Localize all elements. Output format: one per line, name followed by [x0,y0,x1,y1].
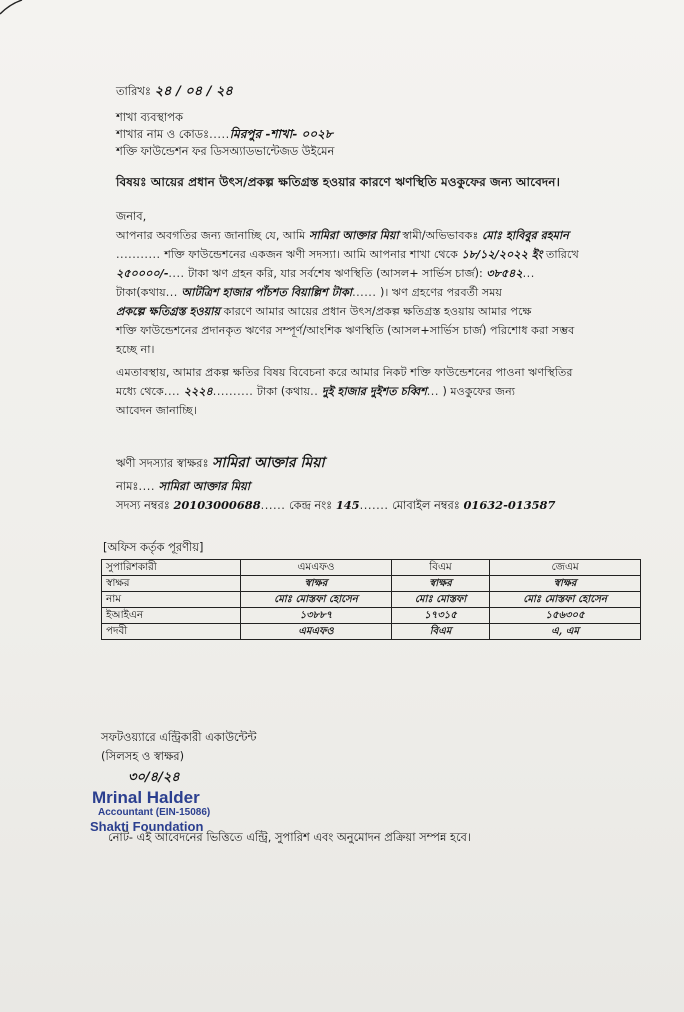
row-label: স্বাক্ষর [102,576,241,592]
table-row [102,608,641,624]
stamp-role: Accountant (EIN-15086) [98,807,211,818]
member-name-line: নামঃ.... সামিরা আক্তার মিয়া [116,479,251,493]
table-cell: ১৩৮৮৭ [241,608,392,624]
row-label: পদবী [102,624,241,640]
member-name-label: নামঃ [116,479,139,493]
para1-text: হচ্ছে না। [116,343,155,356]
table-cell: মোঃ মোস্তফা হোসেন [241,592,392,608]
loan-date-handwritten: ১৮/১২/২০২২ ইং [461,247,543,261]
table-cell: ১৫৬৩০৫ [490,608,641,624]
addressee-line1: শাখা ব্যবস্থাপক [116,110,183,124]
subject-line: বিষয়ঃ আয়ের প্রধান উৎস/প্রকল্প ক্ষতিগ্রস্ত হওয়ার কারণে ঋণস্থিতি মওকুফের জন্য আবেদন। [116,175,560,189]
table-row [102,592,641,608]
stamp-name: Mrinal Halder [92,788,200,807]
row-label: নাম [102,592,241,608]
date-label: তারিখঃ [116,84,151,98]
center-no-label: কেন্দ্র নংঃ [288,498,333,512]
table-header-cell: সুপারিশকারী [102,560,241,576]
office-section-heading: [অফিস কর্তৃক পূরণীয়] [103,540,204,554]
member-signature-label: ঋণী সদস্যার স্বাক্ষরঃ [116,456,209,470]
table-cell: স্বাক্ষর [490,576,641,592]
table-row [102,576,641,592]
para1-text: শক্তি ফাউন্ডেশনের প্রদানকৃত ঋণের সম্পূর্ণ/আংশিক ঋণস্থিতি (আসল+সার্ভিস চার্জ) পরিশোধ করা সম্ভব [116,324,575,337]
loan-amount-handwritten: ২৫০০০০/- [116,266,169,280]
row-label: ইআইএন [102,608,241,624]
outstanding-words-handwritten: আটত্রিশ হাজার পাঁচশত বিয়াল্লিশ টাকা [181,285,353,299]
table-header-cell: বিএম [391,560,489,576]
member-name-value: সামিরা আক্তার মিয়া [158,479,251,493]
waiver-words-handwritten: দুই হাজার দুইশত চব্বিশ [321,384,427,398]
table-cell: স্বাক্ষর [391,576,489,592]
table-cell: মোঃ মোস্তফা হোসেন [490,592,641,608]
table-cell: স্বাক্ষর [241,576,392,592]
guardian-name-handwritten: মোঃ হাবিবুর রহমান [481,228,569,242]
stamp-org: Shakti Foundation [90,819,204,834]
table-header-row [102,560,641,576]
branch-label: শাখার নাম ও কোডঃ [116,127,210,141]
branch-value: মিরপুর -শাখা- ০০২৮ [229,127,333,141]
member-number-line: সদস্য নম্বরঃ 20103000688...... কেন্দ্র নংঃ 145....... মোবাইল নম্বরঃ 01632-013587 [116,498,556,512]
accountant-title: সফটওয়্যারে এন্ট্রিকারী একাউন্টেন্ট [101,730,257,744]
para1-text: টাকা ঋণ গ্রহন করি, যার সর্বশেষ ঋণস্থিতি (আসল+ সার্ভিস চার্জ): [188,267,483,280]
mobile-value: 01632-013587 [463,498,556,512]
para1-text: তারিখে [545,248,579,261]
para2-text: ) মওকুফের জন্য [442,385,515,398]
para2-text: টাকা (কথায় [256,385,311,398]
para1-text: কারণে আমার আয়ের প্রধান উৎস/প্রকল্প ক্ষতিগ্রস্ত হওয়ায় আমার পক্ষে [223,305,532,318]
outstanding-handwritten: ৩৮৫৪২ [486,266,523,280]
table-cell: ১৭৩১৫ [391,608,489,624]
member-signature-line [116,456,325,470]
para1-text: স্বামী/অভিভাবকঃ [402,229,479,242]
accountant-seal-note: (সিলসহ ও স্বাক্ষর) [101,749,185,763]
center-no-value: 145 [335,498,360,512]
office-table [101,559,641,640]
addressee-line3: শক্তি ফাউন্ডেশন ফর ডিসঅ্যাডভান্টেজড উইমেন [116,144,335,158]
mobile-label: মোবাইল নম্বরঃ [392,498,460,512]
table-header-cell: এমএফও [241,560,392,576]
member-no-value: 20103000688 [173,498,261,512]
member-name-handwritten: সামিরা আক্তার মিয়া [308,228,399,242]
footer-note: নোট- এই আবেদনের ভিত্তিতে এন্ট্রি, সুপারিশ এবং অনুমোদন প্রক্রিয়া সম্পন্ন হবে। [108,830,471,844]
accountant-signature-date: ৩০/৪/২৪ [128,770,180,785]
page-fold-mark [0,0,40,20]
body-paragraph-1: আপনার অবগতির জন্য জানাচ্ছি যে, আমি সামিরা আক্তার মিয়া স্বামী/অভিভাবকঃ মোঃ হাবিবুর রহমান ........... শক্তি ফাউন্ডেশনের একজন ঋণী সদস্যা। আমি আপনার শাখা থেকে ১৮/১২/২০২২ ইং তারিখে ২৫০০০০/-.... টাকা ঋণ গ্রহন করি, যার সর্বশেষ ঋণস্থিতি (আসল+ সার্ভিস চার্জ): ৩৮৫৪২... টাকা(কথায়... আটত্রিশ হাজার পাঁচশত বিয়াল্লিশ টাকা...... )। ঋণ গ্রহণের পরবর্তী সময় প্রকল্পে ক্ষতিগ্রস্ত হওয়ায় কারণে আমার আয়ের প্রধান উৎস/প্রকল্প ক্ষতিগ্রস্ত হওয়ায় আমার পক্ষে শক্তি ফাউন্ডেশনের প্রদানকৃত ঋণের সম্পূর্ণ/আংশিক ঋণস্থিতি (আসল+সার্ভিস চার্জ) পরিশোধ করা সম্ভব হচ্ছে না। [116,226,646,359]
table-cell: বিএম [391,624,489,640]
para1-text: শক্তি ফাউন্ডেশনের একজন ঋণী সদস্যা। আমি আপনার শাখা থেকে [164,248,458,261]
reason-handwritten: প্রকল্পে ক্ষতিগ্রস্ত হওয়ায় [116,304,221,318]
salutation: জনাব, [116,209,147,223]
para1-text: আপনার অবগতির জন্য জানাচ্ছি যে, আমি [116,229,306,242]
body-paragraph-2: এমতাবস্থায়, আমার প্রকল্প ক্ষতির বিষয় বিবেচনা করে আমার নিকট শক্তি ফাউন্ডেশনের পাওনা ঋণস্থিতির মধ্যে থেকে.... ২২২৪.......... টাকা (কথায়.. দুই হাজার দুইশত চব্বিশ... ) মওকুফের জন্য আবেদন জানাচ্ছি। [116,363,646,420]
member-no-label: সদস্য নম্বরঃ [116,498,170,512]
para1-text: টাকা(কথায় [116,286,166,299]
date-line [116,84,233,99]
para2-text: এমতাবস্থায়, আমার প্রকল্প ক্ষতির বিষয় বিবেচনা করে আমার নিকট শক্তি ফাউন্ডেশনের পাওনা ঋণস্থিতির [116,366,573,379]
table-cell: মোঃ মোস্তফা [391,592,489,608]
para1-text: )। ঋণ গ্রহণের পরবর্তী সময় [379,286,503,299]
accountant-stamp [92,788,210,834]
table-cell: এ, এম [490,624,641,640]
date-value: ২৪ / ০৪ / ২৪ [154,84,233,99]
para2-text: মধ্যে থেকে [116,385,164,398]
waiver-amount-handwritten: ২২২৪ [183,384,213,398]
table-header-cell: জেএম [490,560,641,576]
para2-text: আবেদন জানাচ্ছি। [116,404,197,417]
addressee-line2: শাখার নাম ও কোডঃ.....মিরপুর -শাখা- ০০২৮ [116,127,333,141]
table-row [102,624,641,640]
table-cell: এমএফও [241,624,392,640]
member-signature: সামিরা আক্তার মিয়া [212,455,325,471]
